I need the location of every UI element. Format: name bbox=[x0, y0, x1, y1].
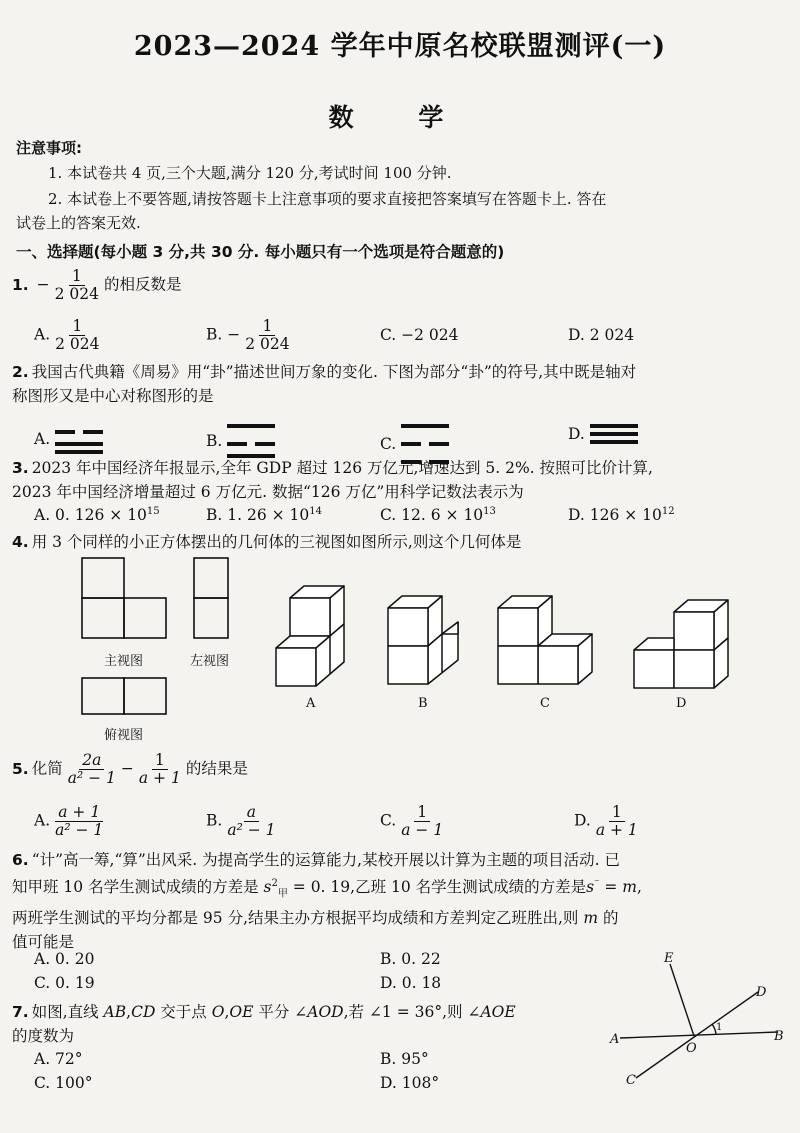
fraction bbox=[593, 804, 641, 839]
q1-option-d[interactable]: D. 2 024 bbox=[568, 326, 635, 344]
line-cd: CD bbox=[131, 1003, 156, 1021]
option-label: D. bbox=[574, 811, 591, 830]
exponent: 15 bbox=[146, 506, 160, 517]
question-text-cont: = 0. 19,乙班 10 名学生测试成绩的方差是 bbox=[287, 878, 587, 897]
exponent: 2 bbox=[271, 878, 278, 889]
option-label: B. − bbox=[206, 325, 241, 344]
exponent: ⁻ bbox=[594, 878, 600, 889]
q3-option-d[interactable] bbox=[568, 506, 675, 524]
q7-option-a[interactable]: A. 72° bbox=[34, 1050, 83, 1068]
question-number: 1. bbox=[12, 275, 29, 294]
comma: , bbox=[224, 1003, 230, 1021]
denominator: a² − 1 bbox=[227, 821, 276, 839]
question-text: 平分 ∠ bbox=[253, 1003, 308, 1021]
question-2 bbox=[12, 360, 792, 408]
question-number: 4. bbox=[12, 533, 29, 551]
question-5 bbox=[12, 752, 248, 787]
numerator: 1 bbox=[69, 268, 85, 286]
label-c: C bbox=[626, 1073, 636, 1088]
top-view-label: 俯视图 bbox=[104, 728, 144, 743]
denominator: 2 024 bbox=[245, 335, 290, 353]
question-text-cont: 知甲班 10 名学生测试成绩的方差是 bbox=[12, 878, 264, 897]
fraction bbox=[242, 318, 292, 353]
q4-option-c-solid[interactable] bbox=[494, 592, 594, 692]
subject-title: 数 学 bbox=[328, 103, 472, 132]
q1-option-a[interactable] bbox=[34, 318, 105, 353]
question-7 bbox=[12, 1000, 612, 1048]
q4-option-b-label: B bbox=[418, 696, 428, 711]
option-label: C. bbox=[380, 435, 397, 453]
fraction bbox=[52, 268, 102, 303]
fraction bbox=[398, 804, 446, 839]
denominator: a² − 1 bbox=[67, 769, 116, 787]
minus-sign: − bbox=[36, 275, 50, 294]
question-text-cont: 两班学生测试的平均分都是 95 分,结果主办方根据平均成绩和方差判定乙班胜出,则 bbox=[12, 909, 584, 928]
numerator: 1 bbox=[69, 318, 85, 336]
label-a: A bbox=[610, 1032, 620, 1047]
label-o: O bbox=[686, 1041, 697, 1056]
denominator: a² − 1 bbox=[55, 821, 104, 839]
question-text-cont: 的 bbox=[598, 909, 619, 928]
question-number: 2. bbox=[12, 363, 29, 381]
q7-geometry-figure bbox=[608, 950, 798, 1090]
question-text: ,若 ∠1 = 36°,则 ∠ bbox=[343, 1003, 481, 1021]
q6-option-c[interactable]: C. 0. 19 bbox=[34, 974, 95, 992]
q2-option-a[interactable] bbox=[34, 420, 105, 458]
fraction bbox=[224, 804, 278, 839]
q6-option-d[interactable]: D. 0. 18 bbox=[380, 974, 442, 992]
denominator: 2 024 bbox=[55, 335, 100, 353]
q5-option-d[interactable] bbox=[574, 804, 643, 839]
left-view-figure bbox=[192, 556, 232, 642]
line-cd-segment bbox=[636, 992, 758, 1078]
ray-oe-segment bbox=[670, 964, 694, 1036]
label-b: B bbox=[774, 1029, 784, 1044]
q4-option-b-solid[interactable] bbox=[384, 592, 464, 692]
q3-option-b[interactable] bbox=[206, 506, 322, 524]
exponent: 12 bbox=[661, 506, 675, 517]
option-label: B. bbox=[206, 811, 223, 830]
option-label: B. 1. 26 × 10 bbox=[206, 506, 310, 525]
q6-option-a[interactable]: A. 0. 20 bbox=[34, 950, 95, 968]
q1-option-b[interactable] bbox=[206, 318, 295, 353]
option-label: A. bbox=[34, 430, 51, 448]
question-text: 化简 bbox=[31, 759, 63, 778]
question-text: 的结果是 bbox=[185, 759, 248, 778]
exam-title: 2023—2024 学年中原名校联盟测评(一) bbox=[133, 31, 667, 62]
question-text-cont: 的度数为 bbox=[12, 1027, 75, 1045]
front-view-figure bbox=[80, 556, 170, 642]
subscript: 甲 bbox=[277, 888, 288, 900]
question-text: 我国古代典籍《周易》用“卦”描述世间万象的变化. 下图为部分“卦”的符号,其中既是轴对 bbox=[31, 363, 637, 381]
question-text: 如图,直线 bbox=[31, 1003, 104, 1021]
q6-option-b[interactable]: B. 0. 22 bbox=[380, 950, 441, 968]
q4-option-c-label: C bbox=[540, 696, 550, 711]
label-e: E bbox=[664, 951, 674, 966]
numerator: 1 bbox=[609, 804, 625, 822]
minus-sign: − bbox=[120, 759, 134, 778]
numerator: a bbox=[244, 804, 259, 822]
fraction bbox=[65, 752, 119, 787]
variable-m: m bbox=[583, 909, 599, 928]
comma: , bbox=[126, 1003, 132, 1021]
option-label: A. 0. 126 × 10 bbox=[34, 506, 147, 525]
exponent: 13 bbox=[483, 506, 496, 517]
q2-option-d[interactable] bbox=[568, 420, 640, 448]
section-heading: 一、选择题(每小题 3 分,共 30 分. 每小题只有一个选项是符合题意的) bbox=[16, 243, 505, 261]
question-text: 的相反数是 bbox=[104, 275, 182, 294]
equals-sign: = bbox=[599, 878, 623, 897]
option-label: C. bbox=[380, 811, 397, 830]
top-view-figure bbox=[80, 676, 170, 718]
question-text-cont: 称图形又是中心对称图形的是 bbox=[12, 387, 214, 405]
line-ab: AB bbox=[103, 1003, 127, 1021]
question-number: 5. bbox=[12, 759, 29, 778]
fraction bbox=[52, 318, 102, 353]
notice-heading: 注意事项: bbox=[16, 139, 82, 157]
option-label: A. bbox=[34, 325, 51, 344]
question-text-cont: 值可能是 bbox=[12, 933, 75, 952]
denominator: a + 1 bbox=[138, 769, 181, 787]
option-label: D. 126 × 10 bbox=[568, 506, 662, 525]
q3-option-c[interactable] bbox=[380, 506, 496, 524]
denominator: a + 1 bbox=[595, 821, 638, 839]
question-text: “计”高一筹,“算”出风采. 为提高学生的运算能力,某校开展以计算为主题的项目活动. 已 bbox=[31, 851, 620, 869]
numerator: a + 1 bbox=[55, 804, 103, 822]
ray-oe: OE bbox=[229, 1003, 254, 1021]
option-label: A. bbox=[34, 811, 51, 830]
question-text-cont: 2023 年中国经济增量超过 6 万亿元. 数据“126 万亿”用科学记数法表示为 bbox=[12, 483, 524, 501]
q1-option-c[interactable]: C. −2 024 bbox=[380, 326, 459, 344]
q7-option-d[interactable]: D. 108° bbox=[380, 1074, 440, 1092]
variance-symbol: s bbox=[263, 878, 272, 897]
q4-option-d-label: D bbox=[676, 696, 687, 711]
angle-aod: AOD bbox=[307, 1003, 344, 1021]
label-angle-1: 1 bbox=[716, 1022, 723, 1033]
question-number: 7. bbox=[12, 1003, 29, 1021]
question-number: 6. bbox=[12, 851, 29, 869]
q5-option-a[interactable] bbox=[34, 804, 108, 839]
numerator: 1 bbox=[152, 752, 168, 770]
question-3 bbox=[12, 456, 792, 504]
variance-symbol: s bbox=[586, 878, 595, 897]
numerator: 1 bbox=[414, 804, 430, 822]
q5-option-c[interactable] bbox=[380, 804, 448, 839]
fraction bbox=[136, 752, 184, 787]
q7-option-c[interactable]: C. 100° bbox=[34, 1074, 93, 1092]
q4-option-d-solid[interactable] bbox=[630, 596, 740, 692]
exponent: 14 bbox=[309, 506, 322, 517]
q7-option-b[interactable]: B. 95° bbox=[380, 1050, 429, 1068]
q5-option-b[interactable] bbox=[206, 804, 281, 839]
variable-m: m bbox=[622, 878, 637, 897]
q4-option-a-label: A bbox=[306, 696, 316, 711]
numerator: 1 bbox=[259, 318, 275, 336]
option-label: C. 12. 6 × 10 bbox=[380, 506, 484, 525]
question-4 bbox=[12, 530, 521, 554]
angle-aoe: AOE bbox=[480, 1003, 516, 1021]
question-6 bbox=[12, 848, 792, 954]
front-view-label: 主视图 bbox=[104, 654, 144, 669]
q3-option-a[interactable] bbox=[34, 506, 160, 524]
trigram-kan-like-icon bbox=[55, 420, 105, 458]
notice-line-2: 2. 本试卷上不要答题,请按答题卡上注意事项的要求直接把答案填写在答题卡上. 答在 bbox=[48, 190, 607, 208]
question-1 bbox=[12, 268, 182, 303]
left-view-label: 左视图 bbox=[190, 654, 230, 669]
question-text: 2023 年中国经济年报显示,全年 GDP 超过 126 万亿元,增速达到 5. 2%. 按照可比价计算, bbox=[31, 459, 653, 477]
denominator: a − 1 bbox=[401, 821, 444, 839]
option-label: D. bbox=[568, 425, 585, 443]
q4-option-a-solid[interactable] bbox=[270, 578, 362, 690]
label-d: D bbox=[756, 985, 767, 1000]
point-o: O bbox=[211, 1003, 225, 1021]
trigram-qian-icon bbox=[590, 420, 640, 448]
comma: , bbox=[636, 878, 642, 897]
denominator: 2 024 bbox=[54, 285, 99, 303]
question-number: 3. bbox=[12, 459, 29, 477]
numerator: 2a bbox=[79, 752, 104, 770]
option-label: B. bbox=[206, 432, 223, 450]
notice-line-3: 试卷上的答案无效. bbox=[16, 214, 141, 232]
fraction bbox=[52, 804, 106, 839]
notice-line-1: 1. 本试卷共 4 页,三个大题,满分 120 分,考试时间 100 分钟. bbox=[48, 164, 452, 182]
question-text: 用 3 个同样的小正方体摆出的几何体的三视图如图所示,则这个几何体是 bbox=[31, 533, 522, 551]
question-text: 交于点 bbox=[155, 1003, 212, 1021]
